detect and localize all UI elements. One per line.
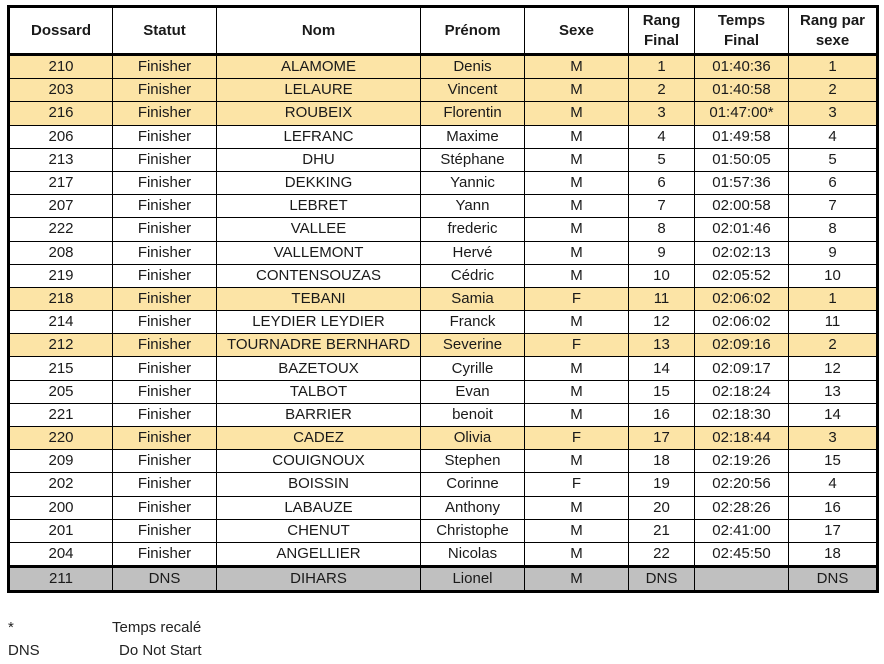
cell-nom: BAZETOUX — [217, 357, 421, 380]
cell-dossard: 219 — [9, 264, 113, 287]
cell-temps-final: 02:19:26 — [695, 450, 789, 473]
table-row — [9, 567, 878, 592]
column-header-statut — [113, 7, 217, 55]
table-row — [9, 380, 878, 403]
cell-rang-par-sexe: 1 — [789, 55, 878, 79]
cell-rang-final: DNS — [629, 567, 695, 592]
cell-dossard: 208 — [9, 241, 113, 264]
cell-prenom: Anthony — [421, 496, 525, 519]
cell-dossard: 206 — [9, 125, 113, 148]
cell-sexe: F — [525, 427, 629, 450]
cell-sexe: M — [525, 148, 629, 171]
cell-sexe: M — [525, 380, 629, 403]
cell-nom: VALLEMONT — [217, 241, 421, 264]
column-header-rang-final — [629, 7, 695, 55]
column-header-sexe — [525, 7, 629, 55]
cell-rang-final: 9 — [629, 241, 695, 264]
cell-dossard: 213 — [9, 148, 113, 171]
cell-rang-par-sexe: 6 — [789, 171, 878, 194]
cell-dossard: 209 — [9, 450, 113, 473]
cell-rang-par-sexe: 4 — [789, 473, 878, 496]
legend-dns — [8, 642, 202, 659]
column-header-text: Nom — [301, 21, 336, 39]
cell-dossard: 200 — [9, 496, 113, 519]
cell-rang-final: 5 — [629, 148, 695, 171]
cell-prenom: frederic — [421, 218, 525, 241]
cell-temps-final: 02:09:16 — [695, 334, 789, 357]
table-row — [9, 241, 878, 264]
cell-nom: BOISSIN — [217, 473, 421, 496]
cell-nom: BARRIER — [217, 403, 421, 426]
cell-temps-final — [695, 567, 789, 592]
cell-rang-par-sexe: 11 — [789, 311, 878, 334]
cell-rang-final: 18 — [629, 450, 695, 473]
cell-rang-final: 16 — [629, 403, 695, 426]
cell-statut: DNS — [113, 567, 217, 592]
cell-statut: Finisher — [113, 125, 217, 148]
cell-dossard: 217 — [9, 171, 113, 194]
cell-prenom: Severine — [421, 334, 525, 357]
cell-temps-final: 02:18:44 — [695, 427, 789, 450]
cell-statut: Finisher — [113, 334, 217, 357]
cell-sexe: M — [525, 542, 629, 566]
cell-rang-par-sexe: 2 — [789, 334, 878, 357]
cell-sexe: M — [525, 195, 629, 218]
table-row — [9, 427, 878, 450]
legend-symbol: * — [8, 619, 14, 636]
cell-prenom: Cyrille — [421, 357, 525, 380]
column-header-text: Statut — [143, 21, 186, 39]
cell-sexe: F — [525, 334, 629, 357]
table-row — [9, 55, 878, 79]
results-table — [7, 5, 879, 593]
cell-prenom: Samia — [421, 287, 525, 310]
cell-temps-final: 01:40:36 — [695, 55, 789, 79]
cell-sexe: M — [525, 102, 629, 125]
table-row — [9, 79, 878, 102]
table-row — [9, 311, 878, 334]
column-header-text: Dossard — [30, 21, 92, 39]
cell-sexe: M — [525, 55, 629, 79]
cell-statut: Finisher — [113, 427, 217, 450]
cell-rang-final: 7 — [629, 195, 695, 218]
cell-sexe: M — [525, 450, 629, 473]
column-header-text: Final — [643, 31, 679, 49]
table-body — [9, 55, 878, 592]
cell-dossard: 201 — [9, 519, 113, 542]
cell-statut: Finisher — [113, 79, 217, 102]
cell-dossard: 218 — [9, 287, 113, 310]
cell-rang-par-sexe: 9 — [789, 241, 878, 264]
cell-rang-par-sexe: 15 — [789, 450, 878, 473]
cell-nom: LELAURE — [217, 79, 421, 102]
legend-text: Temps recalé — [112, 619, 202, 636]
cell-rang-par-sexe: 18 — [789, 542, 878, 566]
cell-rang-par-sexe: 5 — [789, 148, 878, 171]
table-row — [9, 148, 878, 171]
cell-temps-final: 02:02:13 — [695, 241, 789, 264]
cell-statut: Finisher — [113, 450, 217, 473]
cell-nom: CADEZ — [217, 427, 421, 450]
cell-dossard: 202 — [9, 473, 113, 496]
cell-rang-par-sexe: 2 — [789, 79, 878, 102]
cell-rang-final: 1 — [629, 55, 695, 79]
cell-statut: Finisher — [113, 241, 217, 264]
cell-rang-final: 4 — [629, 125, 695, 148]
cell-rang-final: 2 — [629, 79, 695, 102]
cell-sexe: F — [525, 287, 629, 310]
cell-temps-final: 01:50:05 — [695, 148, 789, 171]
table-row — [9, 473, 878, 496]
cell-rang-par-sexe: 10 — [789, 264, 878, 287]
cell-prenom: Evan — [421, 380, 525, 403]
cell-sexe: M — [525, 125, 629, 148]
cell-prenom: Christophe — [421, 519, 525, 542]
cell-rang-par-sexe: 1 — [789, 287, 878, 310]
cell-nom: CHENUT — [217, 519, 421, 542]
cell-prenom: Nicolas — [421, 542, 525, 566]
table-row — [9, 334, 878, 357]
cell-dossard: 215 — [9, 357, 113, 380]
cell-statut: Finisher — [113, 195, 217, 218]
cell-dossard: 204 — [9, 542, 113, 566]
cell-statut: Finisher — [113, 542, 217, 566]
legend-asterisk — [8, 619, 201, 636]
table-row — [9, 450, 878, 473]
cell-rang-final: 11 — [629, 287, 695, 310]
table-row — [9, 542, 878, 566]
column-header-rang-par-sexe — [789, 7, 878, 55]
cell-temps-final: 01:49:58 — [695, 125, 789, 148]
cell-sexe: M — [525, 241, 629, 264]
cell-statut: Finisher — [113, 218, 217, 241]
header-row — [9, 7, 878, 55]
cell-rang-final: 12 — [629, 311, 695, 334]
table-row — [9, 403, 878, 426]
cell-prenom: Yann — [421, 195, 525, 218]
cell-sexe: M — [525, 567, 629, 592]
cell-rang-final: 3 — [629, 102, 695, 125]
cell-temps-final: 01:47:00* — [695, 102, 789, 125]
cell-prenom: Stéphane — [421, 148, 525, 171]
cell-nom: ROUBEIX — [217, 102, 421, 125]
cell-prenom: Stephen — [421, 450, 525, 473]
cell-prenom: Olivia — [421, 427, 525, 450]
cell-rang-final: 19 — [629, 473, 695, 496]
cell-rang-par-sexe: 3 — [789, 102, 878, 125]
cell-dossard: 220 — [9, 427, 113, 450]
cell-nom: LEBRET — [217, 195, 421, 218]
cell-temps-final: 02:18:24 — [695, 380, 789, 403]
cell-statut: Finisher — [113, 380, 217, 403]
cell-statut: Finisher — [113, 311, 217, 334]
cell-statut: Finisher — [113, 148, 217, 171]
cell-nom: TALBOT — [217, 380, 421, 403]
cell-statut: Finisher — [113, 357, 217, 380]
column-header-text: Temps — [717, 11, 766, 29]
cell-dossard: 212 — [9, 334, 113, 357]
cell-temps-final: 02:18:30 — [695, 403, 789, 426]
cell-sexe: M — [525, 519, 629, 542]
cell-dossard: 222 — [9, 218, 113, 241]
cell-statut: Finisher — [113, 473, 217, 496]
cell-prenom: Florentin — [421, 102, 525, 125]
cell-rang-final: 21 — [629, 519, 695, 542]
cell-dossard: 211 — [9, 567, 113, 592]
cell-prenom: benoit — [421, 403, 525, 426]
cell-sexe: M — [525, 264, 629, 287]
column-header-text: Final — [723, 31, 759, 49]
table-row — [9, 125, 878, 148]
cell-nom: DHU — [217, 148, 421, 171]
cell-nom: ALAMOME — [217, 55, 421, 79]
cell-rang-final: 14 — [629, 357, 695, 380]
cell-rang-par-sexe: 14 — [789, 403, 878, 426]
cell-temps-final: 02:41:00 — [695, 519, 789, 542]
column-header-text: Sexe — [558, 21, 595, 39]
cell-rang-par-sexe: 16 — [789, 496, 878, 519]
cell-nom: TEBANI — [217, 287, 421, 310]
cell-sexe: M — [525, 218, 629, 241]
column-header-text: sexe — [815, 31, 850, 49]
cell-statut: Finisher — [113, 264, 217, 287]
cell-sexe: M — [525, 403, 629, 426]
cell-sexe: M — [525, 79, 629, 102]
cell-nom: COUIGNOUX — [217, 450, 421, 473]
cell-prenom: Yannic — [421, 171, 525, 194]
cell-prenom: Corinne — [421, 473, 525, 496]
table-row — [9, 264, 878, 287]
cell-nom: CONTENSOUZAS — [217, 264, 421, 287]
cell-prenom: Hervé — [421, 241, 525, 264]
column-header-nom — [217, 7, 421, 55]
cell-rang-final: 20 — [629, 496, 695, 519]
cell-nom: LABAUZE — [217, 496, 421, 519]
column-header-prenom — [421, 7, 525, 55]
cell-dossard: 221 — [9, 403, 113, 426]
cell-nom: LEFRANC — [217, 125, 421, 148]
cell-statut: Finisher — [113, 403, 217, 426]
table-row — [9, 519, 878, 542]
cell-prenom: Cédric — [421, 264, 525, 287]
column-header-text: Prénom — [444, 21, 501, 39]
table-row — [9, 287, 878, 310]
cell-temps-final: 01:40:58 — [695, 79, 789, 102]
cell-dossard: 207 — [9, 195, 113, 218]
cell-rang-final: 6 — [629, 171, 695, 194]
cell-rang-final: 8 — [629, 218, 695, 241]
cell-temps-final: 02:20:56 — [695, 473, 789, 496]
cell-rang-par-sexe: 4 — [789, 125, 878, 148]
cell-nom: DEKKING — [217, 171, 421, 194]
cell-rang-final: 17 — [629, 427, 695, 450]
table-row — [9, 102, 878, 125]
cell-sexe: F — [525, 473, 629, 496]
cell-statut: Finisher — [113, 102, 217, 125]
column-header-text: Rang — [642, 11, 681, 29]
table-header — [9, 7, 878, 55]
cell-statut: Finisher — [113, 55, 217, 79]
cell-nom: TOURNADRE BERNHARD — [217, 334, 421, 357]
cell-dossard: 203 — [9, 79, 113, 102]
cell-statut: Finisher — [113, 519, 217, 542]
cell-rang-par-sexe: 13 — [789, 380, 878, 403]
cell-rang-final: 15 — [629, 380, 695, 403]
cell-sexe: M — [525, 171, 629, 194]
column-header-dossard — [9, 7, 113, 55]
cell-prenom: Vincent — [421, 79, 525, 102]
table-row — [9, 218, 878, 241]
cell-nom: DIHARS — [217, 567, 421, 592]
cell-rang-par-sexe: 8 — [789, 218, 878, 241]
cell-dossard: 205 — [9, 380, 113, 403]
legend-text: Do Not Start — [119, 642, 202, 659]
cell-nom: LEYDIER LEYDIER — [217, 311, 421, 334]
table-row — [9, 195, 878, 218]
column-header-text: Rang par — [799, 11, 865, 29]
cell-prenom: Franck — [421, 311, 525, 334]
cell-prenom: Lionel — [421, 567, 525, 592]
cell-rang-par-sexe: DNS — [789, 567, 878, 592]
cell-sexe: M — [525, 357, 629, 380]
cell-rang-par-sexe: 12 — [789, 357, 878, 380]
table-row — [9, 357, 878, 380]
cell-statut: Finisher — [113, 171, 217, 194]
cell-rang-par-sexe: 17 — [789, 519, 878, 542]
cell-temps-final: 01:57:36 — [695, 171, 789, 194]
cell-temps-final: 02:06:02 — [695, 287, 789, 310]
cell-temps-final: 02:06:02 — [695, 311, 789, 334]
column-header-temps-final — [695, 7, 789, 55]
cell-temps-final: 02:05:52 — [695, 264, 789, 287]
cell-nom: VALLEE — [217, 218, 421, 241]
table-row — [9, 171, 878, 194]
cell-temps-final: 02:45:50 — [695, 542, 789, 566]
cell-rang-final: 10 — [629, 264, 695, 287]
cell-rang-par-sexe: 7 — [789, 195, 878, 218]
legend-symbol: DNS — [8, 642, 40, 659]
cell-sexe: M — [525, 311, 629, 334]
cell-dossard: 210 — [9, 55, 113, 79]
cell-dossard: 216 — [9, 102, 113, 125]
cell-statut: Finisher — [113, 496, 217, 519]
cell-prenom: Denis — [421, 55, 525, 79]
cell-temps-final: 02:28:26 — [695, 496, 789, 519]
cell-prenom: Maxime — [421, 125, 525, 148]
cell-rang-final: 13 — [629, 334, 695, 357]
table-row — [9, 496, 878, 519]
cell-statut: Finisher — [113, 287, 217, 310]
cell-temps-final: 02:00:58 — [695, 195, 789, 218]
cell-temps-final: 02:01:46 — [695, 218, 789, 241]
cell-temps-final: 02:09:17 — [695, 357, 789, 380]
cell-dossard: 214 — [9, 311, 113, 334]
cell-rang-par-sexe: 3 — [789, 427, 878, 450]
cell-rang-final: 22 — [629, 542, 695, 566]
cell-sexe: M — [525, 496, 629, 519]
cell-nom: ANGELLIER — [217, 542, 421, 566]
